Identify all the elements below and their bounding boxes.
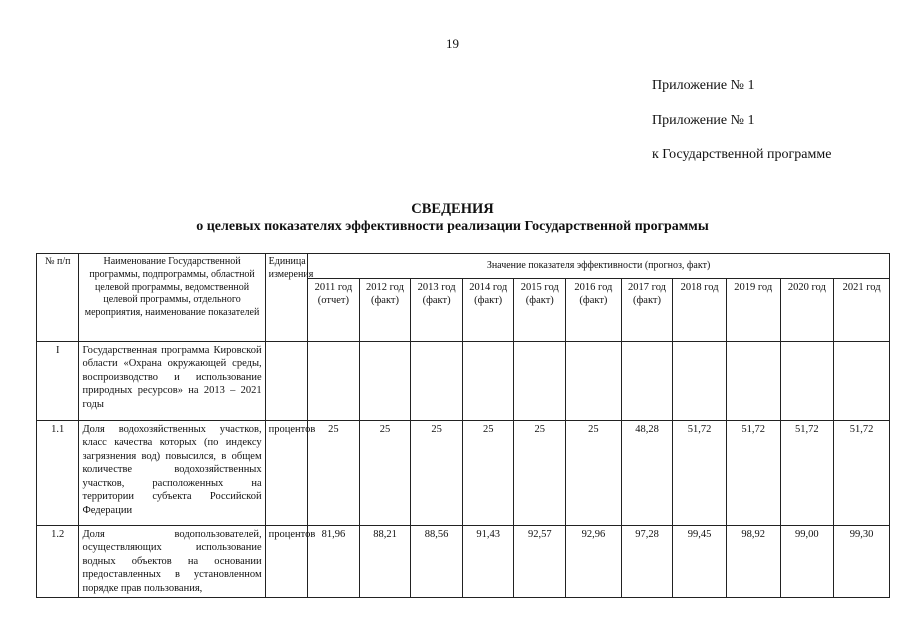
- row-value: [359, 342, 411, 421]
- year-header: 2012 год (факт): [359, 279, 411, 342]
- row-value: [566, 342, 622, 421]
- row-number: 1.1: [37, 421, 79, 526]
- row-value: [726, 342, 780, 421]
- row-value: 25: [462, 421, 514, 526]
- row-value: 91,43: [462, 526, 514, 598]
- row-value: [621, 342, 673, 421]
- document-subtitle: о целевых показателях эффективности реализации Государственной программы: [196, 219, 709, 234]
- row-value: 51,72: [673, 421, 727, 526]
- row-value: 48,28: [621, 421, 673, 526]
- row-value: [308, 342, 360, 421]
- row-value: 25: [566, 421, 622, 526]
- row-value: 51,72: [834, 421, 890, 526]
- row-value: 88,56: [411, 526, 463, 598]
- appendix-line-1: Приложение № 1: [652, 78, 755, 93]
- row-value: 51,72: [726, 421, 780, 526]
- row-name: Государственная программа Кировской области «Охрана окружающей среды, воспроизводство и использование природных ресурсов» на 2013 – 2021 годы: [79, 342, 265, 421]
- indicators-table: [36, 253, 890, 598]
- header-num: № п/п: [37, 254, 79, 342]
- row-value: 25: [514, 421, 566, 526]
- row-value: 81,96: [308, 526, 360, 598]
- row-value: 99,45: [673, 526, 727, 598]
- row-unit: [265, 342, 307, 421]
- year-header: 2021 год: [834, 279, 890, 342]
- row-value: 51,72: [780, 421, 834, 526]
- table-row: [37, 342, 890, 421]
- row-value: 98,92: [726, 526, 780, 598]
- year-header: 2019 год: [726, 279, 780, 342]
- row-value: 25: [308, 421, 360, 526]
- row-unit: процентов: [265, 421, 307, 526]
- header-values: Значение показателя эффективности (прогноз, факт): [308, 254, 890, 279]
- row-value: [780, 342, 834, 421]
- row-value: [411, 342, 463, 421]
- page-number: 19: [446, 36, 459, 51]
- row-name: Доля водохозяйственных участков, класс качества которых (по индексу загрязнения вод) повысился, в общем количестве водохозяйственных участков, расположенных на территории субъекта Российской Федерации: [79, 421, 265, 526]
- row-value: 88,21: [359, 526, 411, 598]
- year-header: 2018 год: [673, 279, 727, 342]
- appendix-line-2: Приложение № 1: [652, 113, 755, 128]
- table-header-row: [37, 254, 890, 279]
- row-value: 92,57: [514, 526, 566, 598]
- year-header: 2011 год (отчет): [308, 279, 360, 342]
- row-value: [834, 342, 890, 421]
- row-value: 97,28: [621, 526, 673, 598]
- row-value: [514, 342, 566, 421]
- row-value: [673, 342, 727, 421]
- year-header: 2015 год (факт): [514, 279, 566, 342]
- table-row: [37, 526, 890, 598]
- header-unit: Единица измерения: [265, 254, 307, 342]
- year-header: 2020 год: [780, 279, 834, 342]
- row-number: I: [37, 342, 79, 421]
- year-header: 2016 год (факт): [566, 279, 622, 342]
- year-header: 2013 год (факт): [411, 279, 463, 342]
- appendix-line-3: к Государственной программе: [652, 147, 832, 162]
- row-number: 1.2: [37, 526, 79, 598]
- row-value: 25: [411, 421, 463, 526]
- row-value: 99,30: [834, 526, 890, 598]
- row-value: 25: [359, 421, 411, 526]
- row-value: 92,96: [566, 526, 622, 598]
- row-name: Доля водопользователей, осуществляющих использование водных объектов на основании предоставленных в установленном порядке прав пользования,: [79, 526, 265, 598]
- table-row: [37, 421, 890, 526]
- document-title: СВЕДЕНИЯ: [411, 201, 494, 217]
- year-header: 2017 год (факт): [621, 279, 673, 342]
- row-value: [462, 342, 514, 421]
- row-unit: процентов: [265, 526, 307, 598]
- year-header: 2014 год (факт): [462, 279, 514, 342]
- header-name: Наименование Государственной программы, подпрограммы, областной целевой программы, ведомственной целевой программы, отдельного мероприятия, наименование показателей: [79, 254, 265, 342]
- row-value: 99,00: [780, 526, 834, 598]
